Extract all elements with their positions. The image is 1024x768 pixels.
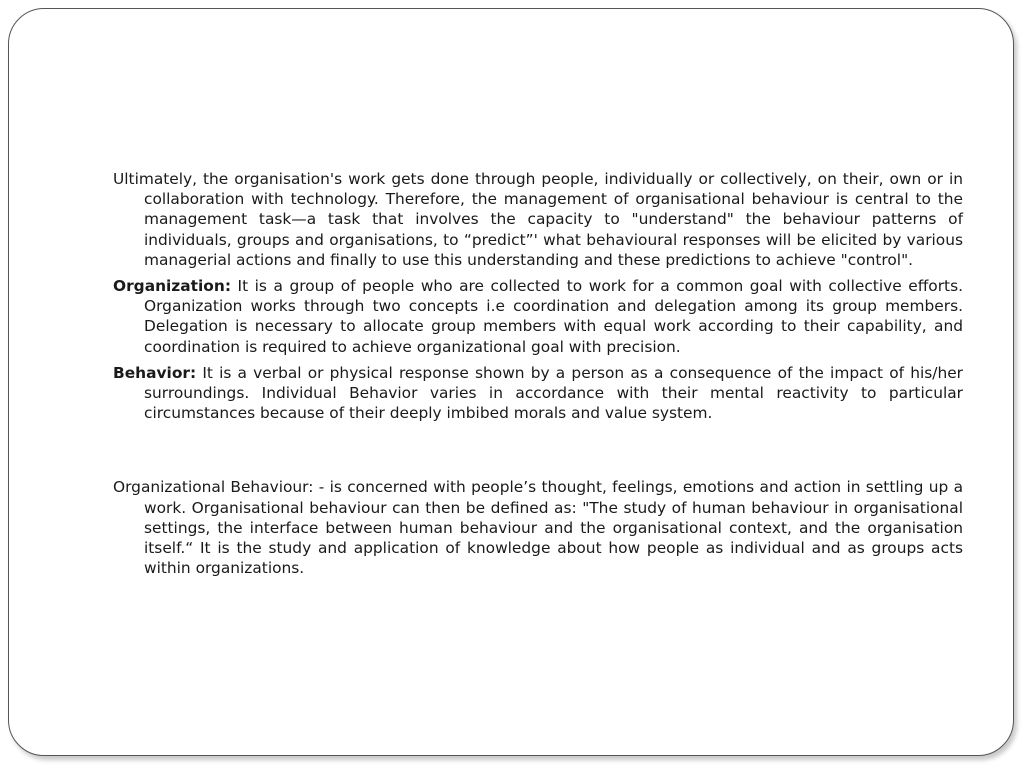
paragraph-behavior: [113, 363, 963, 424]
paragraph-text: Organizational Behaviour: - is concerned with people’s thought, feelings, emotions and action in settling up a work. Organisational behaviour can then be defined as: "The study of human behaviour in organisational settings, the interface between human behaviour and the organisational context, and the organisation itself.“ It is the study and application of knowledge about how people as individual and as groups acts within organizations.: [113, 478, 963, 578]
term-behavior: Behavior:: [113, 363, 197, 382]
term-organization: Organization:: [113, 277, 231, 296]
paragraph-text: Ultimately, the organisation's work gets done through people, individually or collectively, on their, own or in collaboration with technology. Therefore, the management of organisational behaviour is central to the management task—a task that involves the capacity to "understand" the behaviour patterns of individuals, groups and organisations, to “predict”' what behavioural responses will be elicited by various managerial actions and finally to use this understanding and these predictions to achieve "control".: [113, 170, 963, 269]
paragraph-text: It is a group of people who are collected to work for a common goal with collective efforts. Organization works through two concepts i.e coordination and delegation among its group members. Delegation is necessary to allocate group members with equal work according to their capability, and coordination is required to achieve organizational goal with precision.: [144, 277, 963, 356]
paragraph-organization: [113, 276, 963, 357]
paragraph-intro: [113, 169, 963, 270]
paragraph-organizational-behaviour: [113, 477, 963, 578]
slide-body: [113, 169, 963, 584]
paragraph-text: It is a verbal or physical response shown by a person as a consequence of the impact of his/her surroundings. Individual Behavior varies in accordance with their mental reactivity to particular circumstances because of their deeply imbibed morals and value system.: [144, 363, 963, 423]
